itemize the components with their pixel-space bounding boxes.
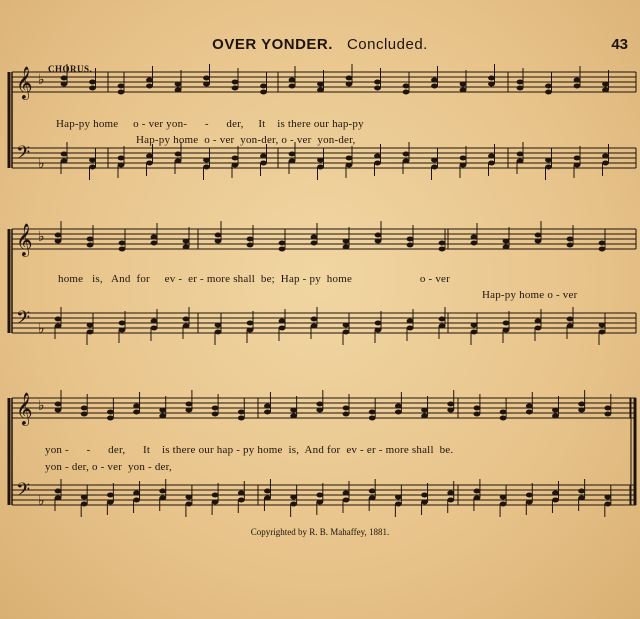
lyric-line-system3-bass: yon - der, o - ver yon - der, bbox=[45, 461, 172, 473]
note-head bbox=[55, 233, 62, 238]
note-head bbox=[289, 152, 296, 157]
note-head bbox=[578, 408, 585, 413]
note-head bbox=[279, 241, 286, 246]
note-head bbox=[212, 406, 219, 411]
note-head bbox=[203, 165, 210, 170]
note-head bbox=[159, 408, 166, 413]
note-head bbox=[289, 84, 296, 89]
note-head bbox=[183, 239, 190, 244]
note-head bbox=[146, 154, 153, 159]
note-head bbox=[369, 410, 376, 415]
note-head bbox=[535, 233, 542, 238]
note-head bbox=[61, 76, 68, 81]
note-head bbox=[133, 491, 140, 496]
note-head bbox=[264, 496, 271, 501]
note-head bbox=[403, 84, 410, 89]
note-head bbox=[264, 404, 271, 409]
note-head bbox=[517, 80, 524, 85]
note-head bbox=[447, 402, 454, 407]
note-head bbox=[604, 495, 611, 500]
note-head bbox=[61, 159, 68, 164]
note-head bbox=[460, 163, 467, 168]
note-head bbox=[574, 78, 581, 83]
note-head bbox=[602, 161, 609, 166]
note-head bbox=[343, 406, 350, 411]
note-head bbox=[604, 412, 611, 417]
note-head bbox=[316, 493, 323, 498]
note-head bbox=[260, 154, 267, 159]
note-head bbox=[343, 491, 350, 496]
note-head bbox=[107, 416, 114, 421]
note-head bbox=[471, 330, 478, 335]
note-head bbox=[119, 321, 126, 326]
note-head bbox=[460, 88, 467, 93]
note-head bbox=[535, 319, 542, 324]
note-head bbox=[87, 330, 94, 335]
note-head bbox=[343, 498, 350, 503]
lyric-line-system1-bass: Hap-py home o - ver yon-der, o - ver yon-der, bbox=[136, 134, 356, 146]
note-head bbox=[133, 404, 140, 409]
note-head bbox=[247, 321, 254, 326]
note-head bbox=[232, 80, 239, 85]
note-head bbox=[599, 330, 606, 335]
note-head bbox=[431, 158, 438, 163]
bass-clef: 𝄢 bbox=[16, 143, 31, 168]
treble-clef: 𝄞 bbox=[16, 66, 33, 99]
note-head bbox=[374, 154, 381, 159]
flat-sign: ♭ bbox=[38, 321, 45, 337]
note-head bbox=[545, 90, 552, 95]
note-head bbox=[55, 408, 62, 413]
note-head bbox=[374, 161, 381, 166]
note-head bbox=[119, 241, 126, 246]
note-head bbox=[526, 410, 533, 415]
flat-sign: ♭ bbox=[38, 156, 45, 172]
note-head bbox=[203, 158, 210, 163]
note-head bbox=[503, 239, 510, 244]
note-head bbox=[552, 491, 559, 496]
note-head bbox=[175, 88, 182, 93]
note-head bbox=[500, 410, 507, 415]
note-head bbox=[526, 500, 533, 505]
note-head bbox=[599, 247, 606, 252]
note-head bbox=[215, 323, 222, 328]
note-head bbox=[602, 154, 609, 159]
flat-sign: ♭ bbox=[38, 493, 45, 509]
note-head bbox=[599, 241, 606, 246]
note-head bbox=[447, 491, 454, 496]
note-head bbox=[87, 237, 94, 242]
note-head bbox=[460, 82, 467, 87]
note-head bbox=[317, 165, 324, 170]
note-head bbox=[279, 247, 286, 252]
note-head bbox=[118, 163, 125, 168]
note-head bbox=[474, 406, 481, 411]
song-subtitle: Concluded. bbox=[346, 36, 428, 53]
note-head bbox=[602, 82, 609, 87]
note-head bbox=[146, 161, 153, 166]
song-title: OVER YONDER. bbox=[212, 36, 333, 53]
note-head bbox=[186, 402, 193, 407]
note-head bbox=[343, 245, 350, 250]
note-head bbox=[186, 408, 193, 413]
note-head bbox=[232, 156, 239, 161]
note-head bbox=[604, 406, 611, 411]
note-head bbox=[567, 324, 574, 329]
note-head bbox=[578, 402, 585, 407]
note-head bbox=[574, 84, 581, 89]
note-head bbox=[526, 404, 533, 409]
note-head bbox=[89, 86, 96, 91]
note-head bbox=[119, 247, 126, 252]
note-head bbox=[431, 165, 438, 170]
note-head bbox=[407, 319, 414, 324]
flat-sign: ♭ bbox=[38, 398, 45, 414]
note-head bbox=[290, 408, 297, 413]
note-head bbox=[317, 158, 324, 163]
note-head bbox=[203, 82, 210, 87]
note-head bbox=[460, 156, 467, 161]
note-head bbox=[159, 489, 166, 494]
note-head bbox=[55, 489, 62, 494]
treble-clef: 𝄞 bbox=[16, 223, 33, 256]
note-head bbox=[439, 324, 446, 329]
note-head bbox=[247, 237, 254, 242]
note-head bbox=[107, 410, 114, 415]
note-head bbox=[89, 80, 96, 85]
note-head bbox=[474, 489, 481, 494]
note-head bbox=[503, 245, 510, 250]
note-head bbox=[346, 76, 353, 81]
note-head bbox=[517, 159, 524, 164]
note-head bbox=[500, 416, 507, 421]
note-head bbox=[87, 323, 94, 328]
note-head bbox=[311, 317, 318, 322]
note-head bbox=[238, 410, 245, 415]
note-head bbox=[517, 152, 524, 157]
note-head bbox=[447, 498, 454, 503]
note-head bbox=[279, 319, 286, 324]
note-head bbox=[375, 328, 382, 333]
note-head bbox=[431, 84, 438, 89]
note-head bbox=[439, 317, 446, 322]
note-head bbox=[346, 163, 353, 168]
note-head bbox=[175, 152, 182, 157]
note-head bbox=[119, 328, 126, 333]
note-head bbox=[395, 410, 402, 415]
note-head bbox=[118, 90, 125, 95]
note-head bbox=[215, 330, 222, 335]
note-head bbox=[474, 412, 481, 417]
note-head bbox=[175, 82, 182, 87]
note-head bbox=[488, 154, 495, 159]
note-head bbox=[107, 500, 114, 505]
note-head bbox=[421, 408, 428, 413]
note-head bbox=[151, 326, 158, 331]
note-head bbox=[183, 317, 190, 322]
note-head bbox=[81, 406, 88, 411]
note-head bbox=[247, 243, 254, 248]
note-head bbox=[55, 324, 62, 329]
note-head bbox=[552, 498, 559, 503]
copyright-notice: Copyrighted by R. B. Mahaffey, 1881. bbox=[250, 527, 390, 537]
note-head bbox=[375, 239, 382, 244]
note-head bbox=[238, 491, 245, 496]
note-head bbox=[421, 500, 428, 505]
note-head bbox=[81, 502, 88, 507]
note-head bbox=[395, 404, 402, 409]
note-head bbox=[343, 239, 350, 244]
note-head bbox=[133, 410, 140, 415]
note-head bbox=[260, 84, 267, 89]
note-head bbox=[290, 495, 297, 500]
note-head bbox=[232, 163, 239, 168]
note-head bbox=[488, 76, 495, 81]
note-head bbox=[552, 408, 559, 413]
note-head bbox=[500, 495, 507, 500]
note-head bbox=[602, 88, 609, 93]
bass-clef: 𝄢 bbox=[16, 480, 31, 505]
note-head bbox=[375, 321, 382, 326]
note-head bbox=[264, 410, 271, 415]
note-head bbox=[311, 324, 318, 329]
note-head bbox=[403, 152, 410, 157]
note-head bbox=[369, 416, 376, 421]
note-head bbox=[61, 82, 68, 87]
note-head bbox=[87, 243, 94, 248]
note-head bbox=[183, 324, 190, 329]
note-head bbox=[146, 78, 153, 83]
note-head bbox=[395, 502, 402, 507]
note-head bbox=[578, 496, 585, 501]
note-head bbox=[89, 158, 96, 163]
bass-clef: 𝄢 bbox=[16, 308, 31, 333]
note-head bbox=[500, 502, 507, 507]
note-head bbox=[535, 239, 542, 244]
note-head bbox=[535, 326, 542, 331]
note-head bbox=[407, 237, 414, 242]
note-head bbox=[343, 330, 350, 335]
note-head bbox=[545, 84, 552, 89]
note-head bbox=[574, 156, 581, 161]
note-head bbox=[289, 78, 296, 83]
note-head bbox=[151, 241, 158, 246]
note-head bbox=[488, 161, 495, 166]
note-head bbox=[311, 235, 318, 240]
note-head bbox=[107, 493, 114, 498]
note-head bbox=[503, 321, 510, 326]
note-head bbox=[146, 84, 153, 89]
note-head bbox=[567, 243, 574, 248]
note-head bbox=[232, 86, 239, 91]
note-head bbox=[439, 247, 446, 252]
note-head bbox=[503, 328, 510, 333]
chorus-label: CHORUS. bbox=[48, 64, 93, 74]
note-head bbox=[151, 235, 158, 240]
note-head bbox=[159, 496, 166, 501]
note-head bbox=[212, 412, 219, 417]
note-head bbox=[545, 158, 552, 163]
note-head bbox=[403, 90, 410, 95]
note-head bbox=[375, 233, 382, 238]
note-head bbox=[488, 82, 495, 87]
note-head bbox=[264, 489, 271, 494]
note-head bbox=[289, 159, 296, 164]
note-head bbox=[81, 412, 88, 417]
note-head bbox=[421, 414, 428, 419]
note-head bbox=[212, 493, 219, 498]
note-head bbox=[317, 88, 324, 93]
note-head bbox=[55, 239, 62, 244]
note-head bbox=[552, 414, 559, 419]
note-head bbox=[118, 84, 125, 89]
note-head bbox=[89, 165, 96, 170]
note-head bbox=[407, 243, 414, 248]
note-head bbox=[567, 237, 574, 242]
note-head bbox=[316, 500, 323, 505]
note-head bbox=[421, 493, 428, 498]
lyric-line-system1-treble: Hap-py home o - ver yon- - der, It is there our hap-py bbox=[56, 118, 364, 130]
note-head bbox=[215, 239, 222, 244]
note-head bbox=[186, 495, 193, 500]
note-head bbox=[238, 498, 245, 503]
note-head bbox=[203, 76, 210, 81]
note-head bbox=[183, 245, 190, 250]
note-head bbox=[343, 323, 350, 328]
note-head bbox=[578, 489, 585, 494]
note-head bbox=[369, 489, 376, 494]
note-head bbox=[279, 326, 286, 331]
note-head bbox=[545, 165, 552, 170]
note-head bbox=[369, 496, 376, 501]
note-head bbox=[215, 233, 222, 238]
note-head bbox=[403, 159, 410, 164]
note-head bbox=[159, 414, 166, 419]
note-head bbox=[526, 493, 533, 498]
note-head bbox=[346, 82, 353, 87]
treble-clef: 𝄞 bbox=[16, 392, 33, 425]
flat-sign: ♭ bbox=[38, 72, 45, 88]
note-head bbox=[407, 326, 414, 331]
note-head bbox=[175, 159, 182, 164]
note-head bbox=[574, 163, 581, 168]
note-head bbox=[395, 495, 402, 500]
flat-sign: ♭ bbox=[38, 229, 45, 245]
note-head bbox=[55, 496, 62, 501]
note-head bbox=[599, 323, 606, 328]
note-head bbox=[567, 317, 574, 322]
note-head bbox=[471, 235, 478, 240]
note-head bbox=[374, 80, 381, 85]
note-head bbox=[55, 402, 62, 407]
note-head bbox=[118, 156, 125, 161]
note-head bbox=[604, 502, 611, 507]
note-head bbox=[55, 317, 62, 322]
note-head bbox=[471, 323, 478, 328]
note-head bbox=[439, 241, 446, 246]
note-head bbox=[260, 90, 267, 95]
note-head bbox=[151, 319, 158, 324]
note-head bbox=[431, 78, 438, 83]
note-head bbox=[471, 241, 478, 246]
note-head bbox=[474, 496, 481, 501]
note-head bbox=[186, 502, 193, 507]
note-head bbox=[133, 498, 140, 503]
lyric-line-system2-bass: Hap-py home o - ver bbox=[482, 289, 578, 301]
note-head bbox=[290, 502, 297, 507]
note-head bbox=[212, 500, 219, 505]
note-head bbox=[290, 414, 297, 419]
note-head bbox=[447, 408, 454, 413]
lyric-line-system2-treble: home is, And for ev - er - more shall be; Hap - py home o - ver bbox=[58, 273, 450, 285]
note-head bbox=[346, 156, 353, 161]
note-head bbox=[517, 86, 524, 91]
note-head bbox=[316, 408, 323, 413]
lyric-line-system3-treble: yon - - der, It is there our hap - py home is, And for ev - er - more shall be. bbox=[45, 444, 454, 456]
note-head bbox=[311, 241, 318, 246]
note-head bbox=[343, 412, 350, 417]
note-head bbox=[316, 402, 323, 407]
note-head bbox=[61, 152, 68, 157]
note-head bbox=[260, 161, 267, 166]
note-head bbox=[317, 82, 324, 87]
note-head bbox=[374, 86, 381, 91]
note-head bbox=[81, 495, 88, 500]
note-head bbox=[247, 328, 254, 333]
note-head bbox=[238, 416, 245, 421]
page-number: 43 bbox=[611, 36, 628, 53]
